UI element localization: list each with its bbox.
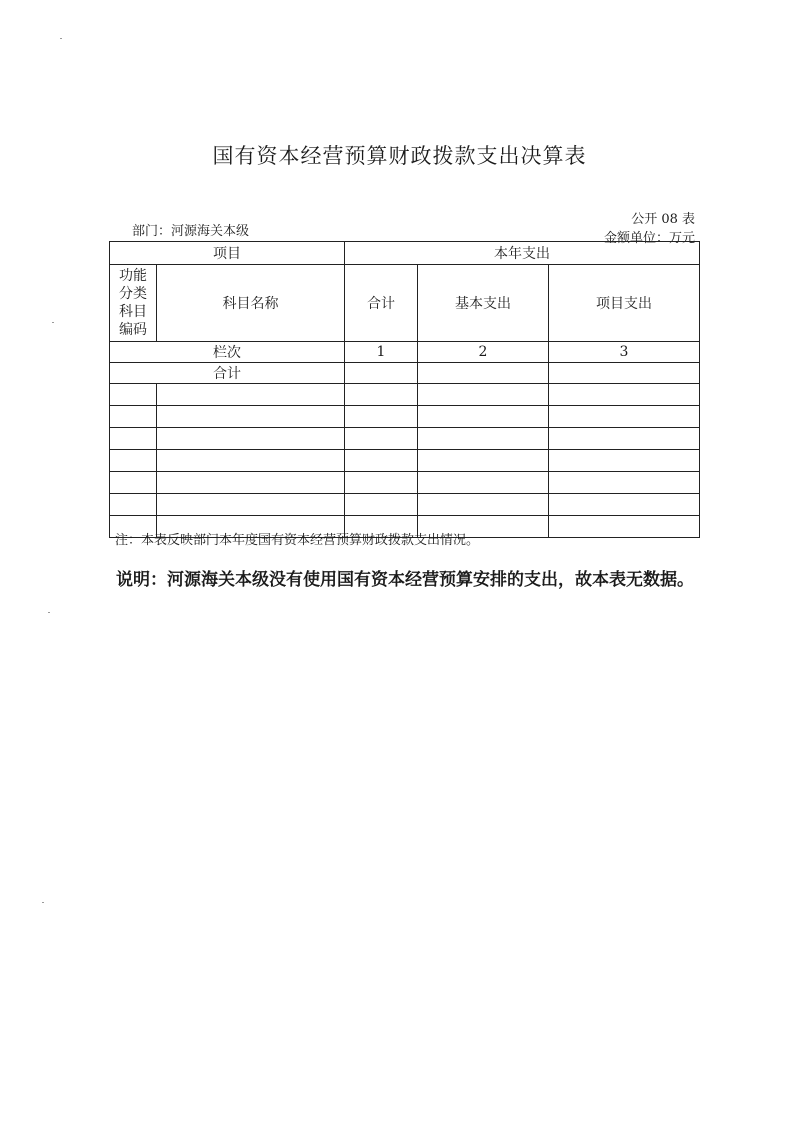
scan-mark [48, 612, 50, 613]
total-row [110, 363, 700, 384]
table-cell [418, 450, 549, 472]
table-cell [157, 450, 345, 472]
report-title: 国有资本经营预算财政拨款支出决算表 [212, 144, 587, 168]
table-cell [549, 516, 700, 538]
table-cell [345, 450, 418, 472]
header-function-code [110, 265, 157, 342]
table-cell [549, 428, 700, 450]
code-line: 功能 [119, 268, 147, 284]
table-row [110, 472, 700, 494]
table-cell [157, 406, 345, 428]
header-row-1 [110, 242, 700, 265]
header-subject-name: 科目名称 [157, 265, 345, 342]
table-cell [549, 406, 700, 428]
total-label: 合计 [110, 363, 345, 384]
form-number: 公开 08 表 [631, 212, 695, 227]
header-current-year: 本年支出 [345, 242, 700, 265]
table-row [110, 494, 700, 516]
table-cell [345, 406, 418, 428]
table-cell [418, 472, 549, 494]
column-index-1: 1 [345, 342, 418, 363]
table-cell [549, 384, 700, 406]
scan-mark [42, 902, 44, 903]
table-cell [110, 472, 157, 494]
column-index-label: 栏次 [110, 342, 345, 363]
table-row [110, 428, 700, 450]
table-row [110, 450, 700, 472]
explanation-text: 说明：河源海关本级没有使用国有资本经营预算安排的支出，故本表无数据。 [116, 570, 694, 590]
total-cell [418, 363, 549, 384]
amount-unit: 金额单位：万元 [603, 231, 695, 246]
table-note: 注：本表反映部门本年度国有资本经营预算财政拨款支出情况。 [115, 533, 480, 548]
scan-mark [52, 322, 54, 323]
header-row-2 [110, 265, 700, 342]
table-cell [157, 428, 345, 450]
table-cell [110, 494, 157, 516]
scan-mark [60, 38, 62, 39]
table-row [110, 406, 700, 428]
column-index-row [110, 342, 700, 363]
header-project: 项目 [110, 242, 345, 265]
header-project-expense: 项目支出 [549, 265, 700, 342]
table-cell [418, 384, 549, 406]
table-cell [345, 384, 418, 406]
table-cell [549, 472, 700, 494]
table-cell [549, 450, 700, 472]
table-cell [345, 428, 418, 450]
table-cell [418, 494, 549, 516]
table-cell [418, 406, 549, 428]
table-cell [110, 384, 157, 406]
total-cell [345, 363, 418, 384]
table-cell [110, 428, 157, 450]
code-line: 分类 [119, 286, 147, 302]
expenditure-table [109, 241, 700, 538]
table-cell [345, 494, 418, 516]
table-cell [157, 494, 345, 516]
table-cell [110, 450, 157, 472]
total-cell [549, 363, 700, 384]
table-cell [157, 384, 345, 406]
table-row [110, 384, 700, 406]
column-index-3: 3 [549, 342, 700, 363]
table-cell [345, 472, 418, 494]
table-cell [110, 406, 157, 428]
department-label: 部门：河源海关本级 [132, 224, 250, 239]
table-cell [549, 494, 700, 516]
column-index-2: 2 [418, 342, 549, 363]
table-cell [418, 428, 549, 450]
header-basic-expense: 基本支出 [418, 265, 549, 342]
code-line: 科目 [119, 304, 147, 320]
code-line: 编码 [119, 322, 147, 338]
table-cell [157, 472, 345, 494]
header-total: 合计 [345, 265, 418, 342]
